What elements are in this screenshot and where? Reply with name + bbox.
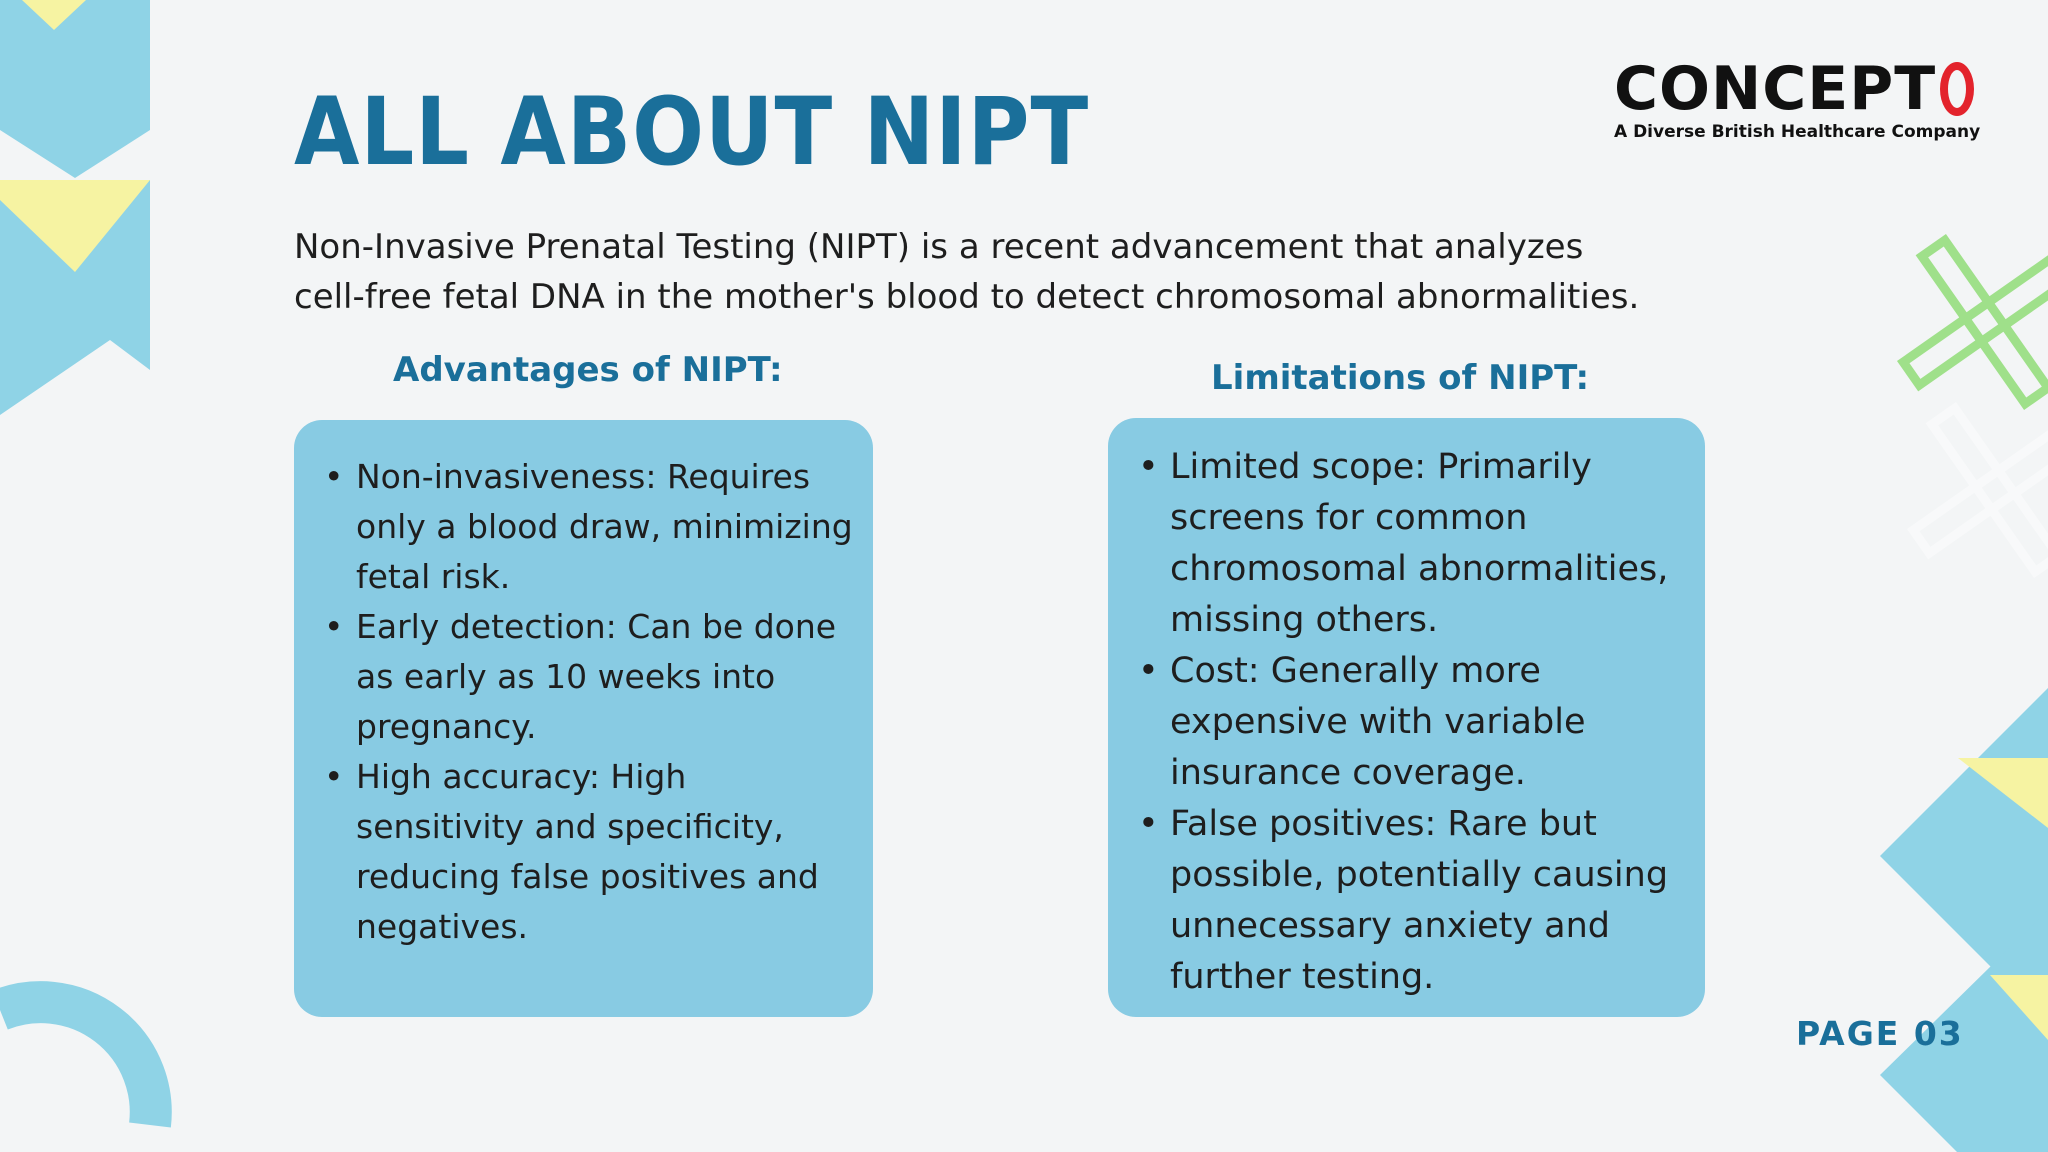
intro-line: cell-free fetal DNA in the mother's blood to detect chromosomal abnormalities. — [294, 277, 1640, 317]
logo-wordmark-text: CONCEPT — [1614, 54, 1937, 124]
limitations-heading: Limitations of NIPT: — [1211, 358, 1590, 398]
list-item: • Early detection: Can be done as early as 10 weeks into pregnancy. — [324, 602, 863, 752]
concepto-logo — [1614, 54, 1981, 142]
logo-red-o-icon — [1940, 62, 1974, 116]
intro-paragraph — [294, 222, 1674, 322]
logo-tagline: A Diverse British Healthcare Company — [1614, 122, 1981, 142]
list-item: • Non-invasiveness: Requires only a blood draw, minimizing fetal risk. — [324, 452, 863, 602]
list-item: • Cost: Generally more expensive with variable insurance coverage. — [1138, 646, 1695, 799]
list-item: • High accuracy: High sensitivity and specificity, reducing false positives and negatives. — [324, 752, 863, 952]
left-arc — [0, 1002, 151, 1125]
advantages-heading: Advantages of NIPT: — [393, 350, 783, 390]
list-item: • Limited scope: Primarily screens for common chromosomal abnormalities, missing others. — [1138, 442, 1695, 646]
advantages-card — [294, 420, 873, 1017]
list-item: • False positives: Rare but possible, potentially causing unnecessary anxiety and further testing. — [1138, 799, 1695, 1003]
page-number: PAGE 03 — [1796, 1014, 1964, 1053]
limitations-card — [1108, 418, 1705, 1017]
limitations-list — [1138, 442, 1695, 1003]
logo-wordmark — [1614, 54, 1974, 124]
left-chevron-top — [0, 0, 150, 178]
advantages-list — [324, 452, 863, 952]
intro-line: Non-Invasive Prenatal Testing (NIPT) is a recent advancement that analyzes — [294, 227, 1584, 267]
page-title: ALL ABOUT NIPT — [294, 78, 1090, 187]
